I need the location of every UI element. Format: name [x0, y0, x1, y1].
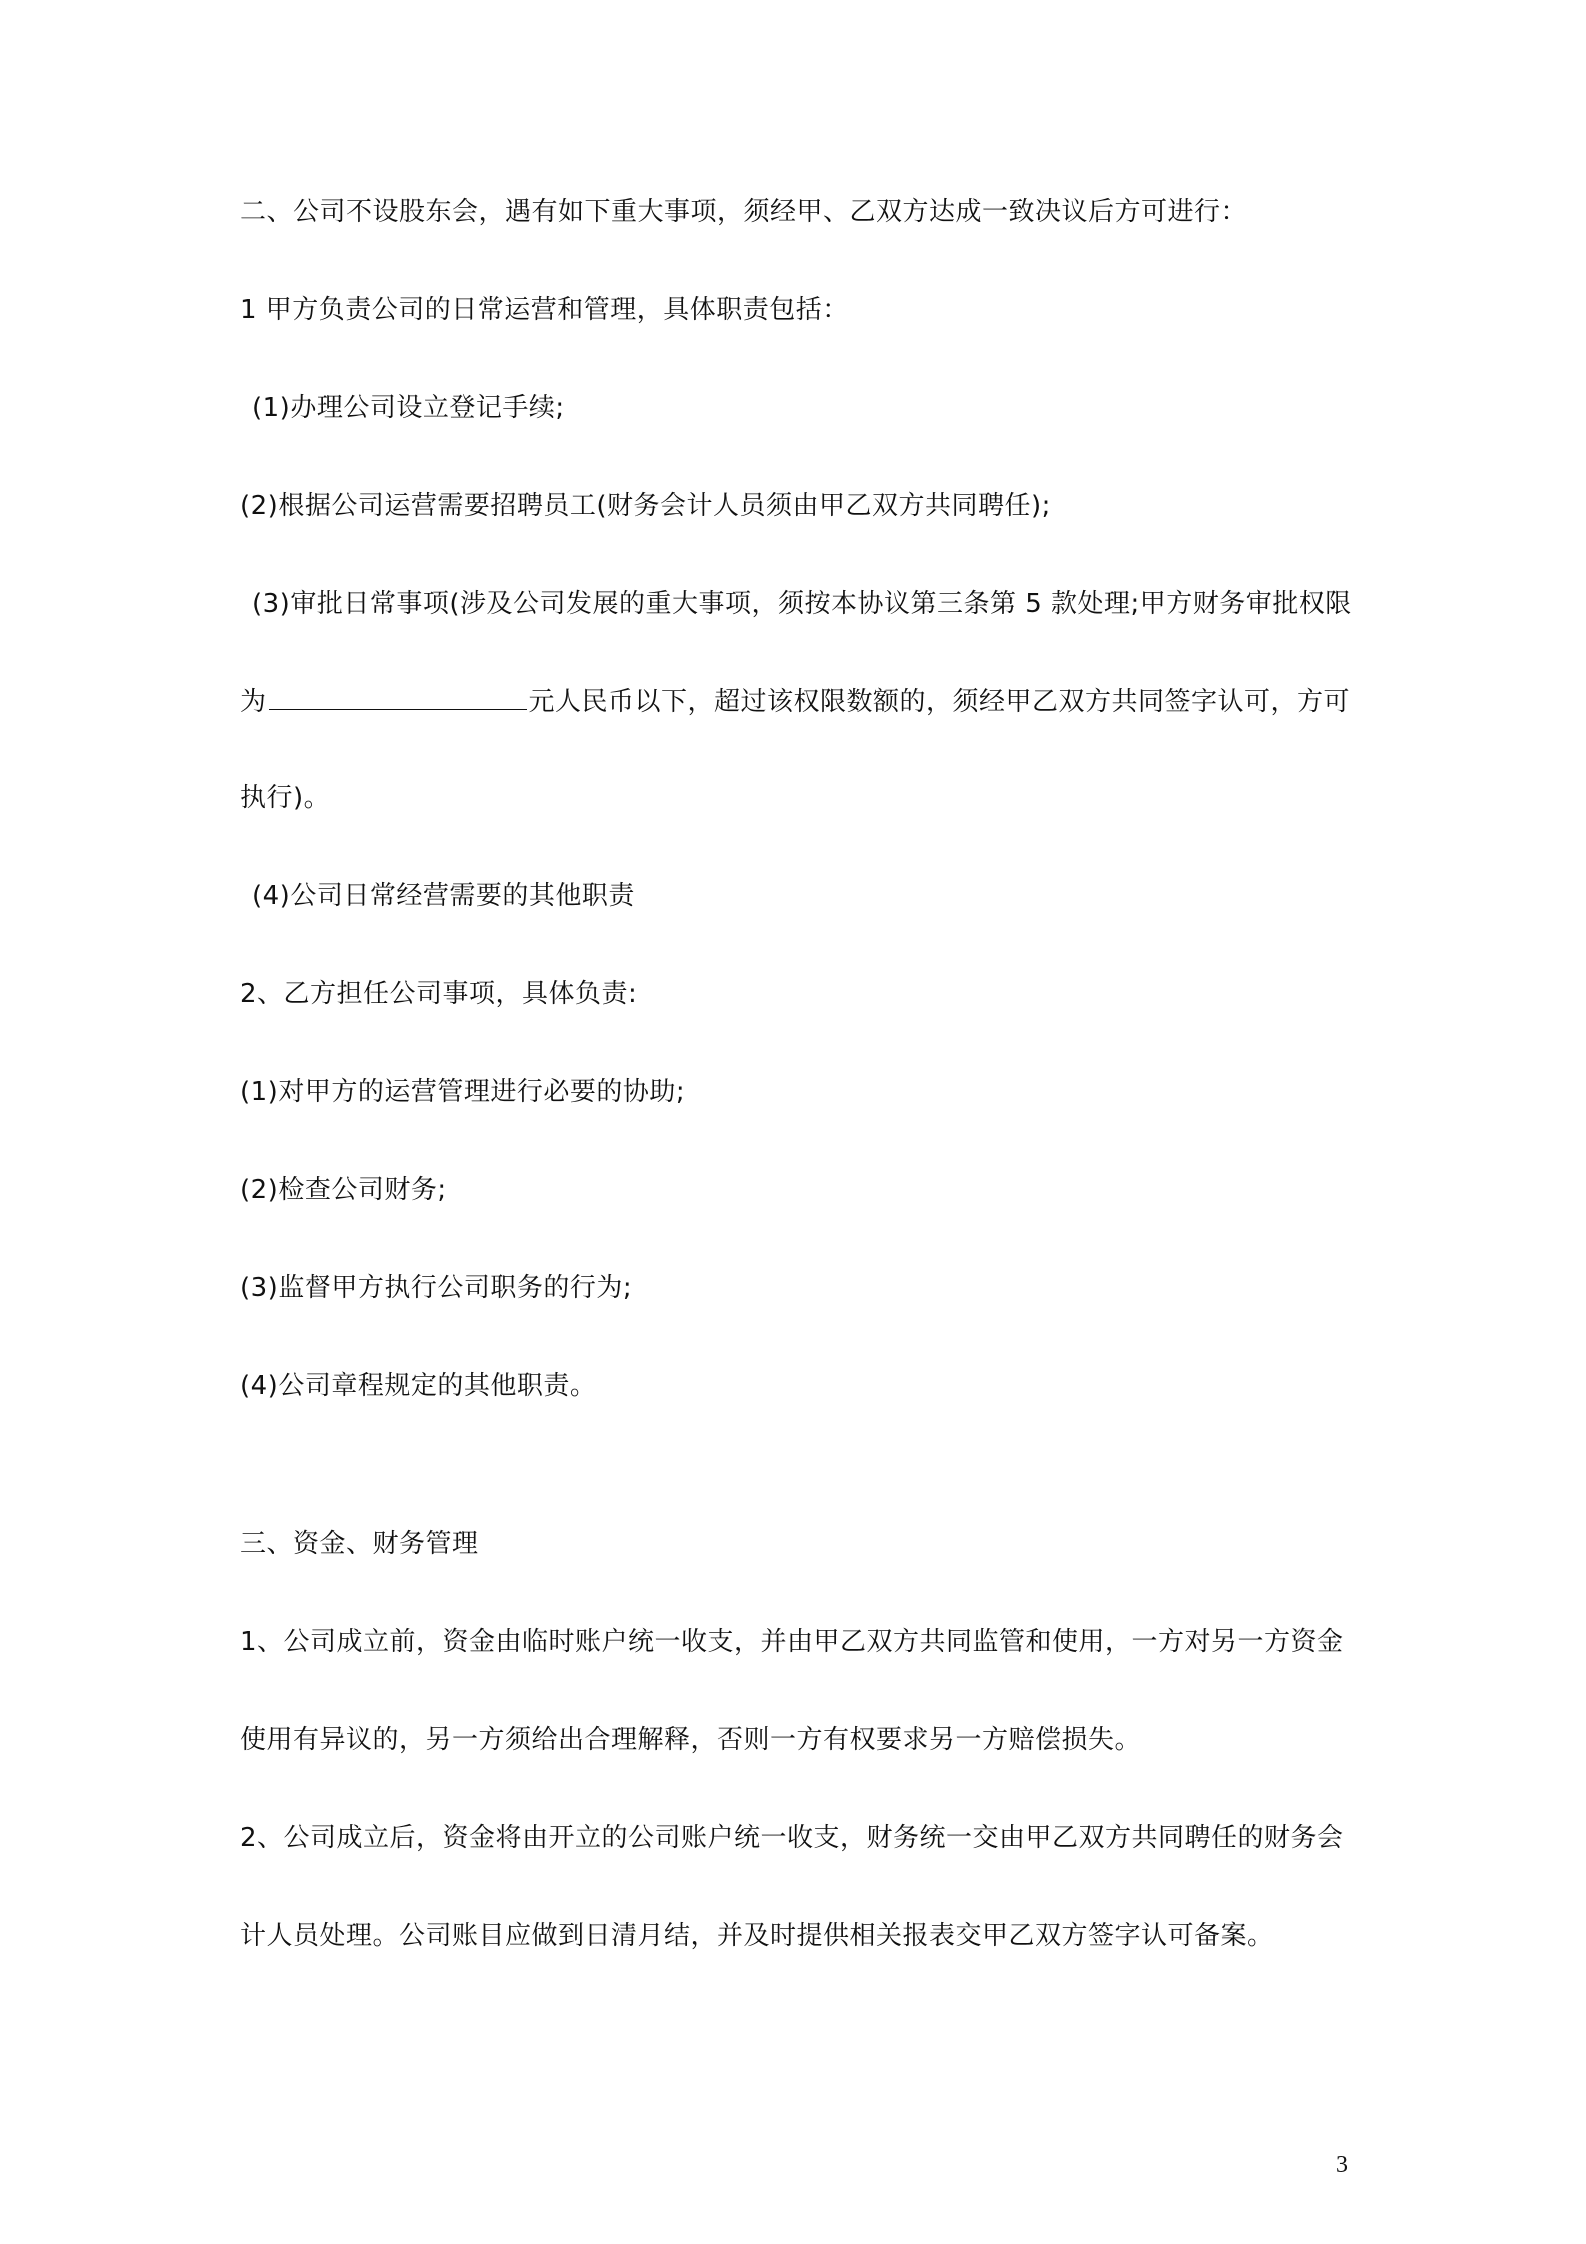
party-a-duty-4: (4)公司日常经营需要的其他职责: [252, 881, 635, 911]
section-three-heading: 三、资金、财务管理: [240, 1529, 479, 1559]
party-a-duty-3-continued: [240, 684, 1360, 720]
page-number: 3: [1336, 2152, 1348, 2178]
party-a-duty-2: (2)根据公司运营需要招聘员工(财务会计人员须由甲乙双方共同聘任);: [240, 491, 1051, 521]
party-b-duty-3: (3)监督甲方执行公司职务的行为;: [240, 1273, 633, 1303]
approval-limit-prefix: 为: [240, 687, 267, 717]
approval-limit-blank: [269, 685, 527, 710]
approval-limit-suffix: 元人民币以下，超过该权限数额的，须经甲乙双方共同签字认可，方可: [528, 687, 1351, 717]
party-b-duties-heading: 2、乙方担任公司事项，具体负责:: [240, 979, 638, 1009]
finance-clause-2-continued: 计人员处理。公司账目应做到日清月结，并及时提供相关报表交甲乙双方签字认可备案。: [240, 1921, 1274, 1951]
party-a-duty-3: (3)审批日常事项(涉及公司发展的重大事项，须按本协议第三条第 5 款处理;甲方财务审批权限: [252, 589, 1352, 619]
finance-clause-2: 2、公司成立后，资金将由开立的公司账户统一收支，财务统一交由甲乙双方共同聘任的财务会: [240, 1823, 1344, 1853]
party-a-duty-3-end: 执行)。: [240, 783, 331, 813]
party-b-duty-4: (4)公司章程规定的其他职责。: [240, 1371, 597, 1401]
party-a-duty-1: (1)办理公司设立登记手续;: [252, 393, 565, 423]
party-a-duties-heading: 1 甲方负责公司的日常运营和管理，具体职责包括：: [240, 295, 849, 325]
finance-clause-1: 1、公司成立前，资金由临时账户统一收支，并由甲乙双方共同监管和使用，一方对另一方资金: [240, 1627, 1344, 1657]
party-b-duty-2: (2)检查公司财务;: [240, 1175, 447, 1205]
party-b-duty-1: (1)对甲方的运营管理进行必要的协助;: [240, 1077, 686, 1107]
finance-clause-1-continued: 使用有异议的，另一方须给出合理解释，否则一方有权要求另一方赔偿损失。: [240, 1725, 1142, 1755]
section-two-intro: 二、公司不设股东会，遇有如下重大事项，须经甲、乙双方达成一致决议后方可进行：: [240, 197, 1248, 227]
